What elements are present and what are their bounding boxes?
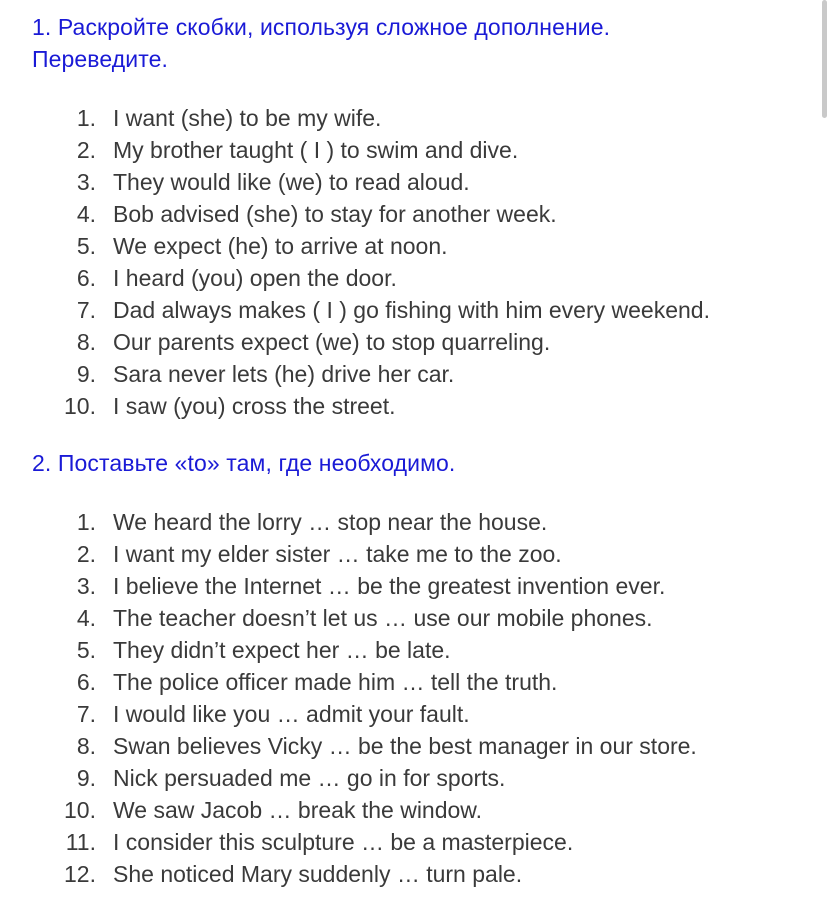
item-text: I want my elder sister … take me to the zoo. — [113, 541, 562, 567]
item-text: I want (she) to be my wife. — [113, 105, 382, 131]
item-text: I believe the Internet … be the greatest invention ever. — [113, 573, 666, 599]
item-number: 4. — [76, 605, 96, 631]
item-number: 10. — [64, 393, 96, 419]
item-text: I saw (you) cross the street. — [113, 393, 396, 419]
item-number: 8. — [76, 329, 96, 355]
section-2-heading: 2. Поставьте «to» там, где необходимо. — [32, 450, 456, 476]
item-text: We expect (he) to arrive at noon. — [113, 233, 448, 259]
item-number: 11. — [65, 829, 96, 855]
item-number: 12. — [64, 861, 96, 887]
item-text: Bob advised (she) to stay for another week. — [113, 201, 557, 227]
item-number: 2. — [76, 137, 96, 163]
item-number: 2. — [76, 541, 96, 567]
item-number: 3. — [76, 169, 96, 195]
item-text: The teacher doesn’t let us … use our mobile phones. — [113, 605, 653, 631]
item-text: Swan believes Vicky … be the best manager in our store. — [113, 733, 697, 759]
item-text: Dad always makes ( I ) go fishing with him every weekend. — [113, 297, 710, 323]
item-text: They would like (we) to read aloud. — [113, 169, 470, 195]
scrollbar-thumb[interactable] — [822, 0, 827, 118]
item-number: 8. — [76, 733, 96, 759]
item-number: 7. — [76, 701, 96, 727]
item-text: My brother taught ( I ) to swim and dive. — [113, 137, 519, 163]
item-number: 3. — [76, 573, 96, 599]
item-text: I would like you … admit your fault. — [113, 701, 470, 727]
item-number: 6. — [76, 669, 96, 695]
item-number: 10. — [64, 797, 96, 823]
item-text: We heard the lorry … stop near the house. — [113, 509, 548, 535]
item-number: 1. — [76, 105, 96, 131]
item-number: 9. — [76, 361, 96, 387]
item-number: 6. — [76, 265, 96, 291]
item-text: I heard (you) open the door. — [113, 265, 397, 291]
item-number: 1. — [76, 509, 96, 535]
item-number: 9. — [76, 765, 96, 791]
item-text: I consider this sculpture … be a masterpiece. — [113, 829, 574, 855]
section-1-heading: 1. Раскройте скобки, используя сложное дополнение. Переведите. — [32, 14, 611, 72]
item-text: We saw Jacob … break the window. — [113, 797, 483, 823]
item-number: 5. — [76, 233, 96, 259]
item-text: Nick persuaded me … go in for sports. — [113, 765, 506, 791]
item-text: The police officer made him … tell the truth. — [113, 669, 558, 695]
item-number: 7. — [76, 297, 96, 323]
item-number: 4. — [76, 201, 96, 227]
item-text: She noticed Mary suddenly … turn pale. — [113, 861, 523, 887]
item-text: Our parents expect (we) to stop quarreling. — [113, 329, 551, 355]
item-number: 5. — [76, 637, 96, 663]
item-text: They didn’t expect her … be late. — [113, 637, 451, 663]
item-text: Sara never lets (he) drive her car. — [113, 361, 455, 387]
